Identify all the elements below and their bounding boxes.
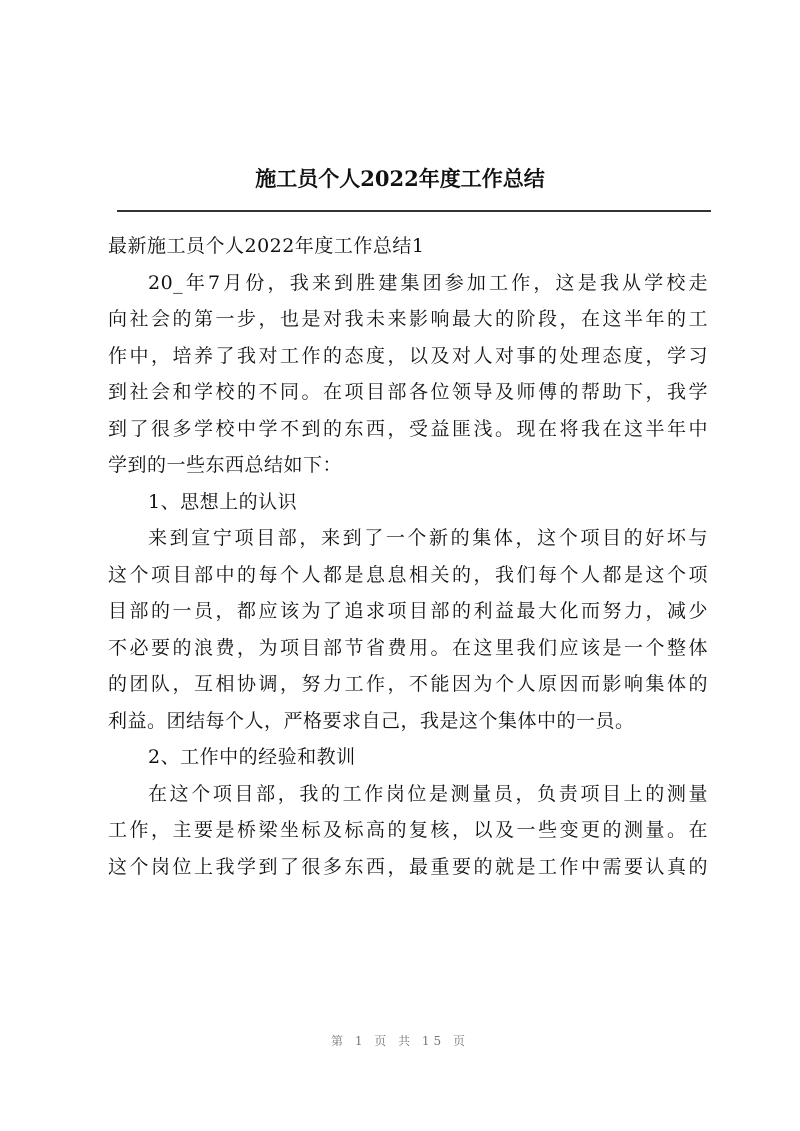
paragraph-line: 向社会的第一步，也是对我未来影响最大的阶段，在这半年的工 (108, 308, 708, 330)
paragraph-line: 工作，主要是桥梁坐标及标高的复核，以及一些变更的测量。在 (108, 819, 708, 841)
paragraph-line: 不必要的浪费，为项目部节省费用。在这里我们应该是一个整体 (108, 636, 708, 659)
title-divider (117, 210, 711, 212)
paragraph-line: 到了很多学校中学不到的东西，受益匪浅。现在将我在这半年中 (108, 417, 708, 440)
paragraph-line: 这个项目部中的每个人都是息息相关的，我们每个人都是这个项 (108, 563, 708, 586)
paragraph-line: 20_年7月份，我来到胜建集团参加工作，这是我从学校走 (148, 271, 708, 294)
paragraph-line: 来到宣宁项目部，来到了一个新的集体，这个项目的好坏与 (148, 527, 708, 549)
page-footer: 第 1 页 共 15 页 (331, 1034, 469, 1048)
paragraph-line: 目部的一员，都应该为了追求项目部的利益最大化而努力，减少 (108, 600, 708, 622)
paragraph-line: 作中，培养了我对工作的态度，以及对人对事的处理态度，学习 (108, 344, 708, 367)
paragraph-line: 到社会和学校的不同。在项目部各位领导及师傅的帮助下，我学 (108, 381, 708, 403)
paragraph-line: 的团队，互相协调，努力工作，不能因为个人原因而影响集体的 (108, 673, 708, 695)
paragraph-line: 这个岗位上我学到了很多东西，最重要的就是工作中需要认真的 (108, 855, 708, 878)
paragraph-line: 在这个项目部，我的工作岗位是测量员，负责项目上的测量 (148, 782, 708, 805)
document-title: 施工员个人2022年度工作总结 (255, 166, 545, 191)
section-heading: 2、工作中的经验和教训 (148, 746, 356, 768)
paragraph-line: 学到的一些东西总结如下： (108, 454, 343, 476)
document-body (108, 228, 708, 885)
section-heading: 1、思想上的认识 (148, 490, 298, 513)
paragraph-line: 利益。团结每个人，严格要求自己，我是这个集体中的一员。 (108, 709, 635, 732)
subtitle-line: 最新施工员个人2022年度工作总结1 (108, 235, 425, 257)
